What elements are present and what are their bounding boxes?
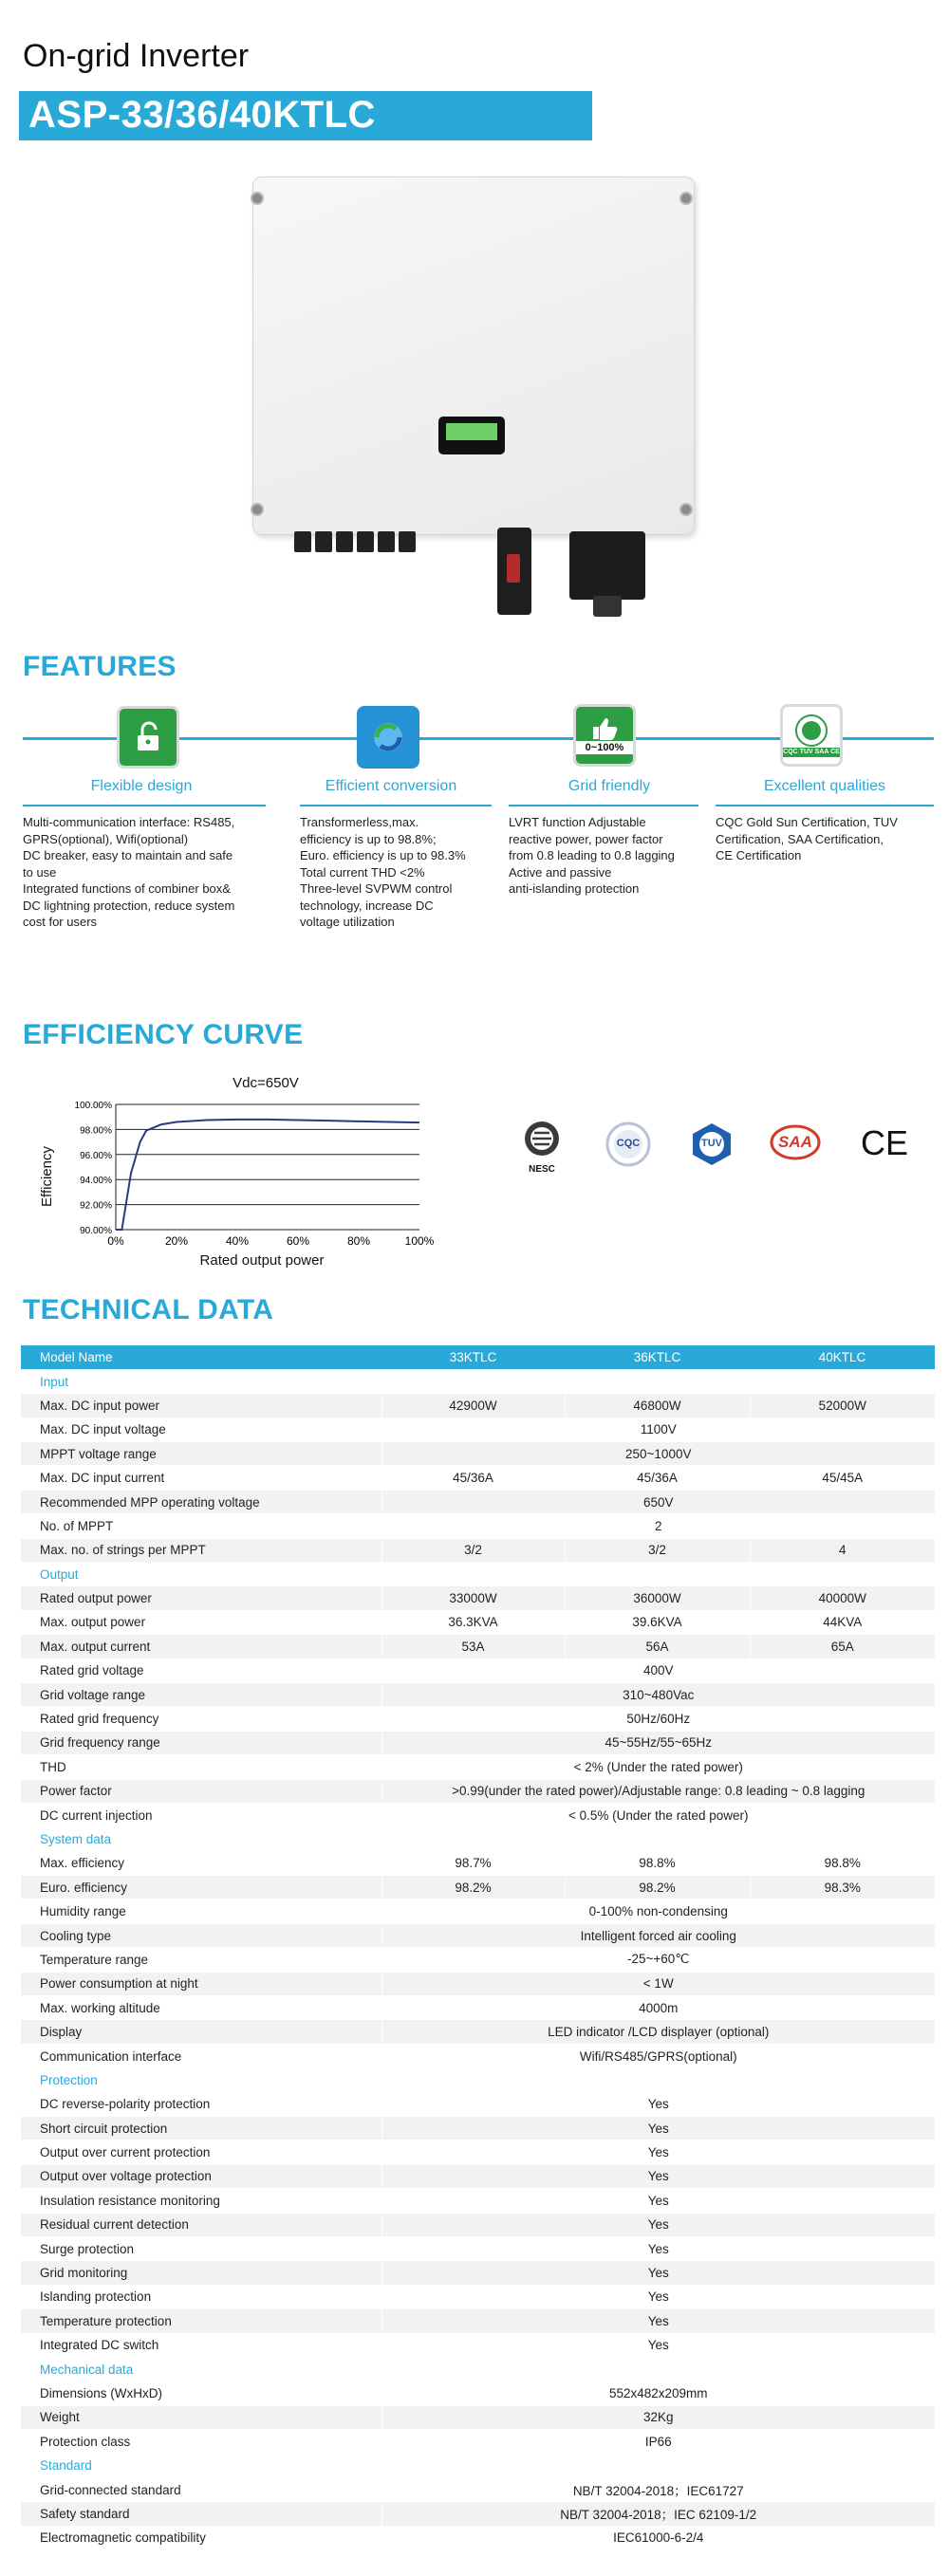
spec-label: DC reverse-polarity protection — [21, 2092, 381, 2116]
y-tick-label: 98.00% — [80, 1125, 112, 1137]
table-row — [21, 1490, 935, 1513]
spec-label: Protection class — [21, 2430, 381, 2454]
spec-value: 65A — [750, 1635, 935, 1659]
spec-value: 250~1000V — [381, 1442, 935, 1466]
spec-label: Power factor — [21, 1779, 381, 1803]
spec-value: 1100V — [381, 1418, 935, 1441]
spec-value: 98.2% — [381, 1876, 565, 1900]
spec-value: 40000W — [750, 1586, 935, 1610]
spec-value: 0-100% non-condensing — [381, 1900, 935, 1923]
spec-value: Yes — [381, 2333, 935, 2357]
table-header-cell: 33KTLC — [381, 1345, 565, 1369]
spec-label: Output over voltage protection — [21, 2164, 381, 2188]
ce-logo: CE — [860, 1123, 908, 1162]
y-tick-label: 96.00% — [80, 1150, 112, 1161]
spec-value: 56A — [565, 1635, 750, 1659]
feature-title: Efficient conversion — [325, 778, 457, 794]
table-row — [21, 1538, 935, 1562]
spec-value: 45/36A — [565, 1466, 750, 1490]
table-row — [21, 2333, 935, 2357]
table-row — [21, 1731, 935, 1754]
table-row — [21, 2213, 935, 2236]
spec-value: 36.3KVA — [381, 1610, 565, 1634]
feature-description: LVRT function Adjustable reactive power, power factor from 0.8 leading to 0.8 lagging Active and passive anti-islanding protection — [509, 815, 675, 896]
table-row — [21, 2236, 935, 2260]
spec-label: Dimensions (WxHxD) — [21, 2381, 381, 2405]
table-row — [21, 1779, 935, 1803]
cable-gland-icon — [593, 596, 622, 617]
x-tick-label: 60% — [286, 1234, 310, 1248]
x-tick-label: 80% — [346, 1234, 371, 1248]
technical-title: TECHNICAL DATA — [23, 1294, 274, 1325]
screw-icon — [251, 192, 264, 205]
spec-value: IP66 — [381, 2430, 935, 2454]
spec-value: 4000m — [381, 1996, 935, 2020]
spec-label: Short circuit protection — [21, 2117, 381, 2140]
spec-value: IEC61000-6-2/4 — [381, 2526, 935, 2549]
table-row — [21, 2261, 935, 2285]
spec-label: Integrated DC switch — [21, 2333, 381, 2357]
page-subtitle: On-grid Inverter — [23, 38, 250, 74]
y-tick-label: 94.00% — [80, 1176, 112, 1187]
spec-label: Display — [21, 2020, 381, 2044]
spec-value: 400V — [381, 1659, 935, 1682]
spec-value: -25~+60℃ — [381, 1948, 935, 1972]
spec-value: 44KVA — [750, 1610, 935, 1634]
table-row — [21, 1418, 935, 1441]
table-row — [21, 1851, 935, 1875]
spec-label: Rated grid frequency — [21, 1707, 381, 1731]
table-row — [21, 1972, 935, 1995]
x-tick-label: 0% — [107, 1234, 124, 1248]
table-row — [21, 2164, 935, 2188]
spec-label: Humidity range — [21, 1900, 381, 1923]
spec-value: NB/T 32004-2018；IEC61727 — [381, 2477, 935, 2501]
thumbs-up-icon — [573, 704, 636, 767]
spec-label: Safety standard — [21, 2502, 381, 2526]
saa-logo: SAA — [769, 1123, 822, 1165]
section-label: Standard — [21, 2454, 935, 2477]
table-row — [21, 1635, 935, 1659]
y-tick-label: 92.00% — [80, 1200, 112, 1212]
ac-terminal-box — [569, 531, 645, 600]
spec-label: Islanding protection — [21, 2285, 381, 2308]
spec-label: Max. DC input power — [21, 1394, 381, 1418]
lcd-screen — [446, 423, 497, 440]
x-tick-label: 40% — [225, 1234, 250, 1248]
table-row — [21, 2044, 935, 2067]
spec-value: 3/2 — [565, 1538, 750, 1562]
y-tick-label: 90.00% — [80, 1226, 112, 1236]
recycle-icon — [357, 706, 419, 769]
feature-description: Multi-communication interface: RS485, GPRS(optional), Wifi(optional) DC breaker, easy to maintain and safe to use Integrated functions of combiner box& DC lightning protection, reduce system cost for users — [23, 815, 235, 929]
table-row — [21, 2430, 935, 2454]
table-row — [21, 2020, 935, 2044]
dc-connector-icon — [336, 531, 353, 552]
spec-value: Yes — [381, 2309, 935, 2333]
table-row — [21, 1948, 935, 1972]
feature-badge: 0~100% — [576, 741, 633, 754]
spec-label: MPPT voltage range — [21, 1442, 381, 1466]
table-row — [21, 1514, 935, 1538]
spec-value: Intelligent forced air cooling — [381, 1923, 935, 1947]
spec-label: THD — [21, 1755, 381, 1779]
feature-description: CQC Gold Sun Certification, TUV Certification, SAA Certification, CE Certification — [716, 815, 898, 862]
spec-label: Max. DC input voltage — [21, 1418, 381, 1441]
table-row — [21, 2092, 935, 2116]
cqc-logo: CQC — [604, 1120, 653, 1169]
spec-value: 3/2 — [381, 1538, 565, 1562]
table-section-row — [21, 1563, 935, 1586]
table-row — [21, 1442, 935, 1466]
table-row — [21, 1923, 935, 1947]
spec-value: Yes — [381, 2285, 935, 2308]
screw-icon — [679, 192, 693, 205]
table-section-row — [21, 1369, 935, 1393]
spec-value: 32Kg — [381, 2405, 935, 2429]
spec-value: < 2% (Under the rated power) — [381, 1755, 935, 1779]
spec-value: NB/T 32004-2018；IEC 62109-1/2 — [381, 2502, 935, 2526]
table-row — [21, 2526, 935, 2549]
screw-icon — [679, 503, 693, 516]
feature-title: Grid friendly — [568, 778, 651, 794]
spec-value: Yes — [381, 2117, 935, 2140]
table-section-row — [21, 2454, 935, 2477]
spec-label: Weight — [21, 2405, 381, 2429]
spec-value: 52000W — [750, 1394, 935, 1418]
spec-value: 98.7% — [381, 1851, 565, 1875]
table-row — [21, 1466, 935, 1490]
spec-label: Rated grid voltage — [21, 1659, 381, 1682]
table-row — [21, 2381, 935, 2405]
table-section-row — [21, 2357, 935, 2381]
certificate-icon — [780, 704, 843, 767]
table-row — [21, 2117, 935, 2140]
inverter-body — [252, 176, 695, 535]
spec-value: Yes — [381, 2140, 935, 2164]
feature-rule — [716, 805, 934, 806]
spec-label: DC current injection — [21, 1803, 381, 1826]
spec-value: Yes — [381, 2261, 935, 2285]
x-tick-label: 20% — [164, 1234, 189, 1248]
spec-value: 46800W — [565, 1394, 750, 1418]
spec-label: Max. output current — [21, 1635, 381, 1659]
spec-value: Yes — [381, 2092, 935, 2116]
spec-label: Cooling type — [21, 1923, 381, 1947]
table-section-row — [21, 2068, 935, 2092]
feature-rule — [300, 805, 492, 806]
table-row — [21, 1394, 935, 1418]
spec-label: Grid monitoring — [21, 2261, 381, 2285]
features-title: FEATURES — [23, 651, 177, 682]
chart-title: Vdc=650V — [233, 1075, 299, 1091]
table-header-cell: 40KTLC — [750, 1345, 935, 1369]
table-row — [21, 2502, 935, 2526]
spec-value: 310~480Vac — [381, 1682, 935, 1706]
efficiency-title: EFFICIENCY CURVE — [23, 1019, 304, 1050]
spec-value: 45~55Hz/55~65Hz — [381, 1731, 935, 1754]
spec-value: 552x482x209mm — [381, 2381, 935, 2405]
table-row — [21, 1755, 935, 1779]
spec-value: < 0.5% (Under the rated power) — [381, 1803, 935, 1826]
spec-label: Surge protection — [21, 2236, 381, 2260]
table-row — [21, 1876, 935, 1900]
spec-value: 45/45A — [750, 1466, 935, 1490]
spec-value: Yes — [381, 2164, 935, 2188]
efficiency-series-line — [116, 1120, 419, 1230]
table-row — [21, 2189, 935, 2213]
spec-label: Max. efficiency — [21, 1851, 381, 1875]
spec-value: 98.2% — [565, 1876, 750, 1900]
spec-label: Insulation resistance monitoring — [21, 2189, 381, 2213]
dc-switch-handle — [507, 554, 520, 583]
spec-label: No. of MPPT — [21, 1514, 381, 1538]
table-row — [21, 2477, 935, 2501]
table-row — [21, 2309, 935, 2333]
spec-value: 98.8% — [565, 1851, 750, 1875]
spec-value: 42900W — [381, 1394, 565, 1418]
dc-connector-icon — [399, 531, 416, 552]
model-title: ASP-33/36/40KTLC — [28, 94, 376, 136]
dc-connector-icon — [378, 531, 395, 552]
spec-label: Power consumption at night — [21, 1972, 381, 1995]
feature-rule — [509, 805, 698, 806]
spec-value: 98.3% — [750, 1876, 935, 1900]
spec-label: Max. output power — [21, 1610, 381, 1634]
spec-value: 50Hz/60Hz — [381, 1707, 935, 1731]
spec-value: 45/36A — [381, 1466, 565, 1490]
section-label: Input — [21, 1369, 935, 1393]
table-row — [21, 1707, 935, 1731]
table-section-row — [21, 1827, 935, 1851]
table-row — [21, 2285, 935, 2308]
feature-badge: CQC TUV SAA CE — [783, 749, 840, 755]
chart-xlabel: Rated output power — [199, 1252, 325, 1269]
spec-value: 36000W — [565, 1586, 750, 1610]
table-row — [21, 1586, 935, 1610]
spec-label: Electromagnetic compatibility — [21, 2526, 381, 2549]
technical-data-table — [21, 1345, 935, 2550]
chart-ylabel: Efficiency — [39, 1146, 55, 1207]
section-label: Mechanical data — [21, 2357, 935, 2381]
spec-label: Temperature protection — [21, 2309, 381, 2333]
spec-value: 39.6KVA — [565, 1610, 750, 1634]
spec-value: 33000W — [381, 1586, 565, 1610]
section-label: Output — [21, 1563, 935, 1586]
feature-title: Excellent qualities — [763, 778, 886, 794]
spec-label: Grid voltage range — [21, 1682, 381, 1706]
spec-value: 4 — [750, 1538, 935, 1562]
table-row — [21, 2140, 935, 2164]
table-row — [21, 1682, 935, 1706]
feature-title: Flexible design — [90, 778, 193, 794]
feature-rule — [23, 805, 266, 806]
dc-connector-icon — [357, 531, 374, 552]
spec-value: 650V — [381, 1490, 935, 1513]
efficiency-chart — [38, 1072, 456, 1281]
spec-value: < 1W — [381, 1972, 935, 1995]
table-header-row — [21, 1345, 935, 1369]
tuv-logo: TUV — [689, 1121, 735, 1167]
spec-value: 98.8% — [750, 1851, 935, 1875]
spec-label: Grid frequency range — [21, 1731, 381, 1754]
spec-label: Max. working altitude — [21, 1996, 381, 2020]
table-row — [21, 2405, 935, 2429]
nesc-logo: NESC — [516, 1120, 568, 1175]
section-label: Protection — [21, 2068, 935, 2092]
spec-label: Max. DC input current — [21, 1466, 381, 1490]
dc-connector-icon — [315, 531, 332, 552]
spec-label: Residual current detection — [21, 2213, 381, 2236]
spec-value: Yes — [381, 2189, 935, 2213]
spec-label: Communication interface — [21, 2044, 381, 2067]
spec-value: >0.99(under the rated power)/Adjustable range: 0.8 leading ~ 0.8 lagging — [381, 1779, 935, 1803]
table-header-cell: Model Name — [21, 1345, 381, 1369]
table-row — [21, 1900, 935, 1923]
spec-value: Wifi/RS485/GPRS(optional) — [381, 2044, 935, 2067]
table-header-cell: 36KTLC — [565, 1345, 750, 1369]
spec-label: Recommended MPP operating voltage — [21, 1490, 381, 1513]
screw-icon — [251, 503, 264, 516]
spec-label: Rated output power — [21, 1586, 381, 1610]
lock-open-icon — [117, 706, 179, 769]
spec-value: Yes — [381, 2236, 935, 2260]
spec-label: Output over current protection — [21, 2140, 381, 2164]
feature-description: Transformerless,max. efficiency is up to 98.8%; Euro. efficiency is up to 98.3% Total current THD <2% Three-level SVPWM control technology, increase DC voltage utilization — [300, 815, 466, 929]
table-row — [21, 1996, 935, 2020]
x-tick-label: 100% — [404, 1234, 435, 1248]
spec-label: Temperature range — [21, 1948, 381, 1972]
dc-connector-icon — [294, 531, 311, 552]
spec-label: Euro. efficiency — [21, 1876, 381, 1900]
table-row — [21, 1803, 935, 1826]
spec-label: Max. no. of strings per MPPT — [21, 1538, 381, 1562]
y-tick-label: 100.00% — [74, 1101, 112, 1111]
section-label: System data — [21, 1827, 935, 1851]
table-row — [21, 1659, 935, 1682]
spec-value: Yes — [381, 2213, 935, 2236]
spec-value: LED indicator /LCD displayer (optional) — [381, 2020, 935, 2044]
spec-label: Grid-connected standard — [21, 2477, 381, 2501]
spec-value: 53A — [381, 1635, 565, 1659]
table-row — [21, 1610, 935, 1634]
spec-value: 2 — [381, 1514, 935, 1538]
